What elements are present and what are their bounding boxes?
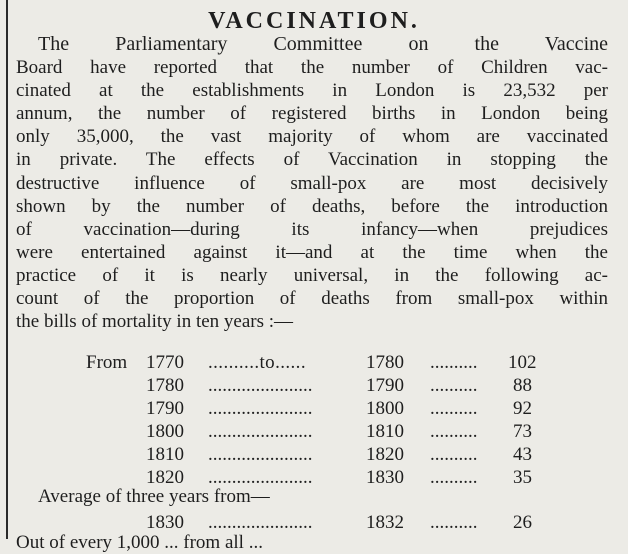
year-to: 1830 [366, 467, 404, 488]
deaths-value: 102 [508, 352, 537, 373]
leader-dots: .......... [430, 375, 478, 396]
year-to: 1790 [366, 375, 404, 396]
leader-dots: .......... [430, 467, 478, 488]
table-row [0, 444, 628, 466]
year-from: 1820 [146, 467, 184, 488]
leader-dots: ...................... [208, 444, 313, 465]
body-line: count of the proportion of deaths from small-pox within [16, 288, 608, 310]
leader-dots: ...................... [208, 467, 313, 488]
average-row [0, 512, 628, 534]
leader-dots: ...................... [208, 421, 313, 442]
body-line: the bills of mortality in ten years :— [16, 311, 294, 333]
table-row [0, 421, 628, 443]
leader-dots: ...................... [208, 375, 313, 396]
body-line: were entertained against it—and at the time when the [16, 241, 608, 263]
deaths-value: 35 [513, 467, 532, 488]
year-from: 1800 [146, 421, 184, 442]
deaths-value: 26 [513, 512, 532, 533]
year-from: 1790 [146, 398, 184, 419]
row-prefix: From [86, 352, 128, 373]
body-line: destructive influence of small-pox are most decisively [16, 172, 608, 194]
leader-dots: .......... [430, 421, 478, 442]
body-line: shown by the number of deaths, before the introduction [16, 195, 608, 217]
year-from: 1780 [146, 375, 184, 396]
leader-dots: ...................... [208, 512, 313, 533]
article-body [16, 33, 608, 333]
body-line: cinated at the establishments in London is 23,532 per [16, 80, 608, 102]
deaths-value: 88 [513, 375, 532, 396]
body-line: practice of it is nearly universal, in the following ac- [16, 264, 608, 286]
year-to: 1820 [366, 444, 404, 465]
body-line: only 35,000, the vast majority of whom are vaccinated [16, 126, 608, 148]
deaths-value: 73 [513, 421, 532, 442]
body-line: annum, the number of registered births in London being [16, 103, 608, 125]
year-from: 1770 [146, 352, 184, 373]
year-to: 1780 [366, 352, 404, 373]
table-row [0, 375, 628, 397]
table-row [0, 398, 628, 420]
body-line: in private. The effects of Vaccination in stopping the [16, 149, 608, 171]
table-row [0, 352, 628, 374]
article-title: VACCINATION. [208, 8, 420, 34]
body-line: of vaccination—during its infancy—when prejudices [16, 218, 608, 240]
year-to: 1810 [366, 421, 404, 442]
leader-dots: .......... [430, 398, 478, 419]
leader-dots: .......... [430, 352, 478, 373]
deaths-value: 92 [513, 398, 532, 419]
body-line: Board have reported that the number of Children vac- [16, 57, 608, 79]
year-from: 1830 [146, 512, 184, 533]
year-from: 1810 [146, 444, 184, 465]
leader-dots: ...................... [208, 398, 313, 419]
cutoff-line: Out of every 1,000 ... from all ... [16, 532, 263, 553]
leader-dots: ..........to...... [208, 352, 306, 373]
body-line: The Parliamentary Committee on the Vaccine [38, 33, 608, 55]
leader-dots: .......... [430, 444, 478, 465]
year-to: 1832 [366, 512, 404, 533]
year-to: 1800 [366, 398, 404, 419]
average-label: Average of three years from— [38, 486, 270, 507]
deaths-value: 43 [513, 444, 532, 465]
leader-dots: .......... [430, 512, 478, 533]
